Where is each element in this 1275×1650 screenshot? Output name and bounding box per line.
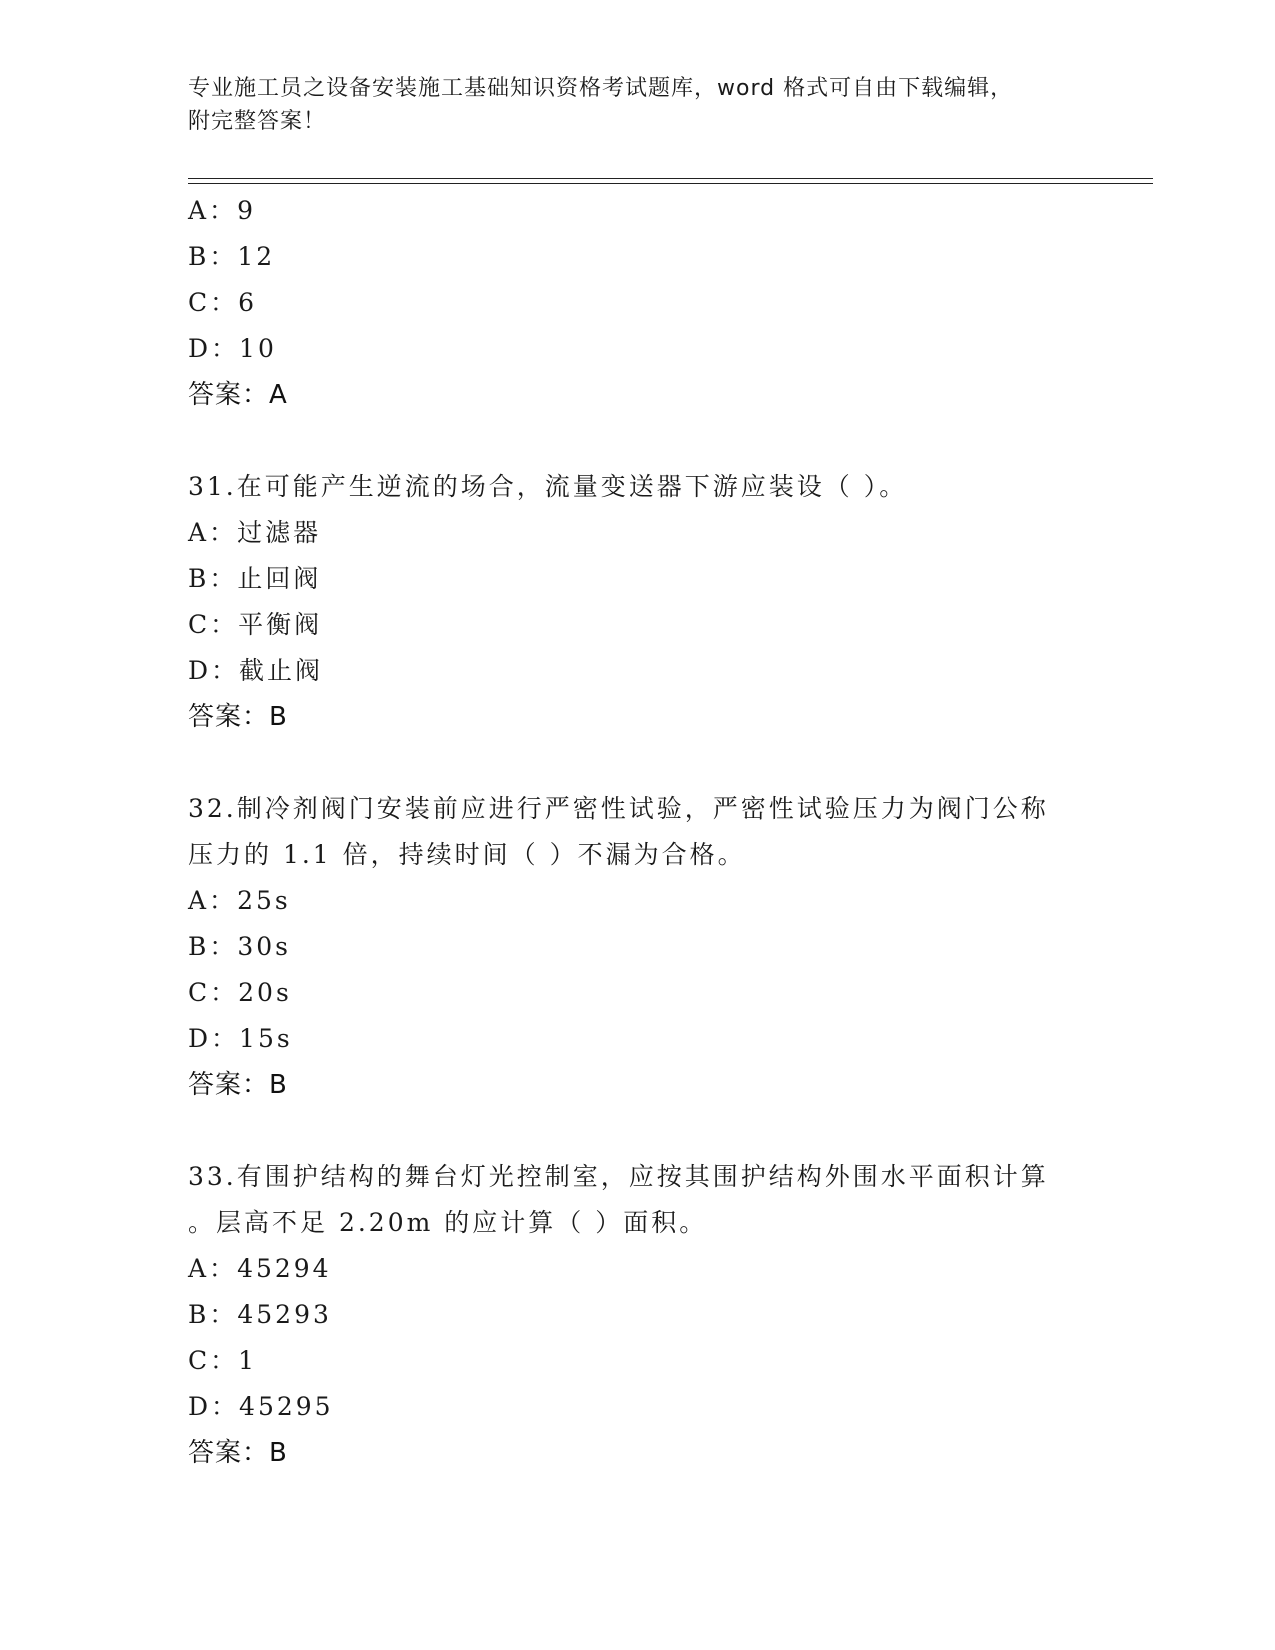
option-d: D：15s (188, 1024, 293, 1053)
option-c: C：6 (188, 288, 258, 317)
option-b: B：12 (188, 242, 276, 271)
question-block-continued (188, 188, 1088, 418)
header-line-2: 附完整答案！ (188, 109, 327, 134)
header-divider-top (188, 178, 1153, 179)
option-a: A：9 (188, 196, 256, 225)
option-c: C：平衡阀 (188, 610, 323, 639)
option-a: A：过滤器 (188, 518, 322, 547)
option-d: D：45295 (188, 1392, 334, 1421)
answer-line: 答案：B (188, 702, 288, 732)
spacer (188, 1108, 1088, 1154)
question-text: 33.有围护结构的舞台灯光控制室，应按其围护结构外围水平面积计算 (188, 1162, 1049, 1191)
answer-line: 答案：A (188, 380, 288, 410)
question-text-continued: 压力的 1.1 倍，持续时间（ ）不漏为合格。 (188, 840, 746, 869)
question-block-33 (188, 1154, 1088, 1476)
answer-line: 答案：B (188, 1438, 288, 1468)
header-divider-bottom (188, 183, 1153, 184)
option-d: D：截止阀 (188, 656, 324, 685)
question-block-32 (188, 786, 1088, 1108)
spacer (188, 418, 1088, 464)
question-block-31 (188, 464, 1088, 740)
option-b: B：30s (188, 932, 292, 961)
option-b: B：45293 (188, 1300, 332, 1329)
question-text: 32.制冷剂阀门安装前应进行严密性试验，严密性试验压力为阀门公称 (188, 794, 1049, 823)
option-c: C：20s (188, 978, 292, 1007)
document-header (188, 72, 1088, 138)
option-c: C：1 (188, 1346, 258, 1375)
header-line-1: 专业施工员之设备安装施工基础知识资格考试题库，word 格式可自由下载编辑， (188, 76, 1014, 101)
option-a: A：45294 (188, 1254, 332, 1283)
answer-line: 答案：B (188, 1070, 288, 1100)
question-content (188, 188, 1088, 1476)
question-text-continued: 。层高不足 2.20m 的应计算（ ）面积。 (188, 1208, 708, 1237)
option-d: D：10 (188, 334, 277, 363)
option-b: B：止回阀 (188, 564, 322, 593)
option-a: A：25s (188, 886, 291, 915)
spacer (188, 740, 1088, 786)
question-text: 31.在可能产生逆流的场合，流量变送器下游应装设（ ）。 (188, 472, 908, 501)
